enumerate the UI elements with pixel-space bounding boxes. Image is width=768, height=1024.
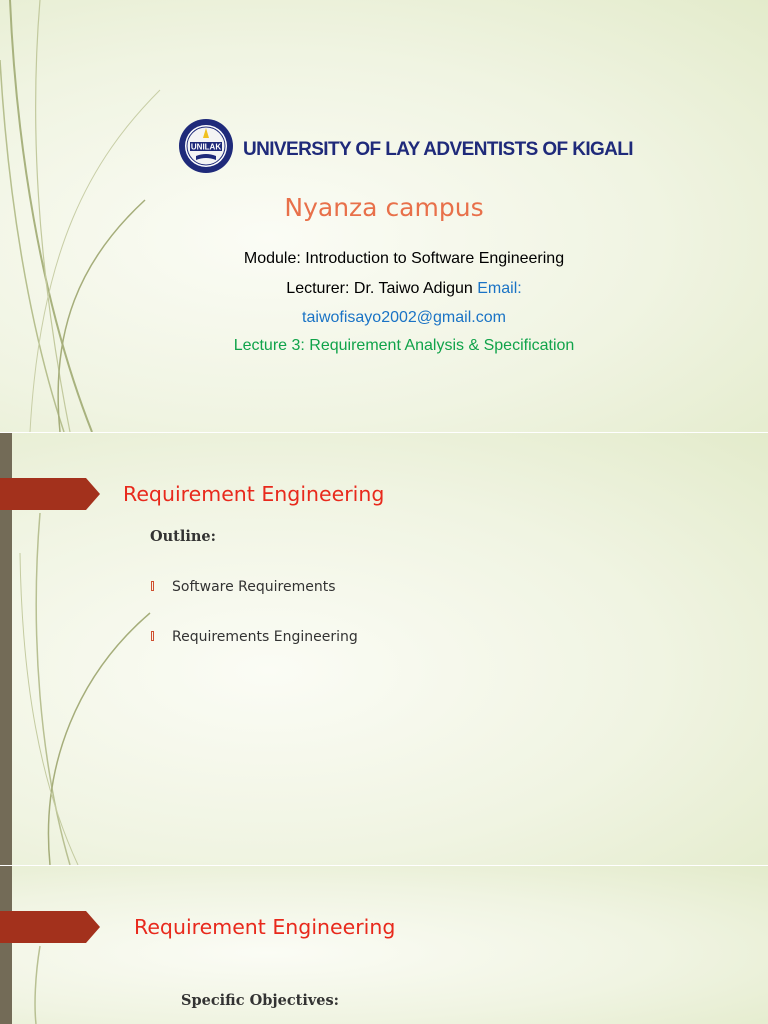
logo-text: UNILAK [190, 142, 222, 152]
campus-name: Nyanza campus [284, 193, 484, 222]
bullet-icon [151, 631, 154, 641]
list-item: Software Requirements [172, 579, 336, 595]
university-name: UNIVERSITY OF LAY ADVENTISTS OF KIGALI [243, 139, 633, 160]
list-item: Requirements Engineering [172, 629, 358, 645]
left-accent-bar [0, 866, 12, 1024]
lecture-title: Lecture 3: Requirement Analysis & Specification [233, 337, 575, 354]
title-arrow-icon [0, 911, 100, 943]
objectives-label: Specific Objectives: [181, 992, 340, 1009]
outline-label: Outline: [150, 528, 217, 545]
title-slide [0, 0, 768, 432]
objectives-slide [0, 866, 768, 1024]
outline-slide [0, 433, 768, 865]
unilak-logo-icon [178, 118, 234, 174]
lecturer-line [0, 280, 768, 298]
decorative-curves [0, 866, 768, 1024]
lecturer-name: Lecturer: Dr. Taiwo Adigun [286, 280, 473, 297]
email-address[interactable]: taiwofisayo2002@gmail.com [302, 309, 506, 326]
bullet-icon [151, 581, 154, 591]
title-arrow-icon [0, 478, 100, 510]
module-line: Module: Introduction to Software Engineering [243, 250, 565, 267]
slide-title: Requirement Engineering [134, 915, 396, 939]
email-label: Email: [477, 280, 522, 297]
slide-title: Requirement Engineering [123, 482, 385, 506]
